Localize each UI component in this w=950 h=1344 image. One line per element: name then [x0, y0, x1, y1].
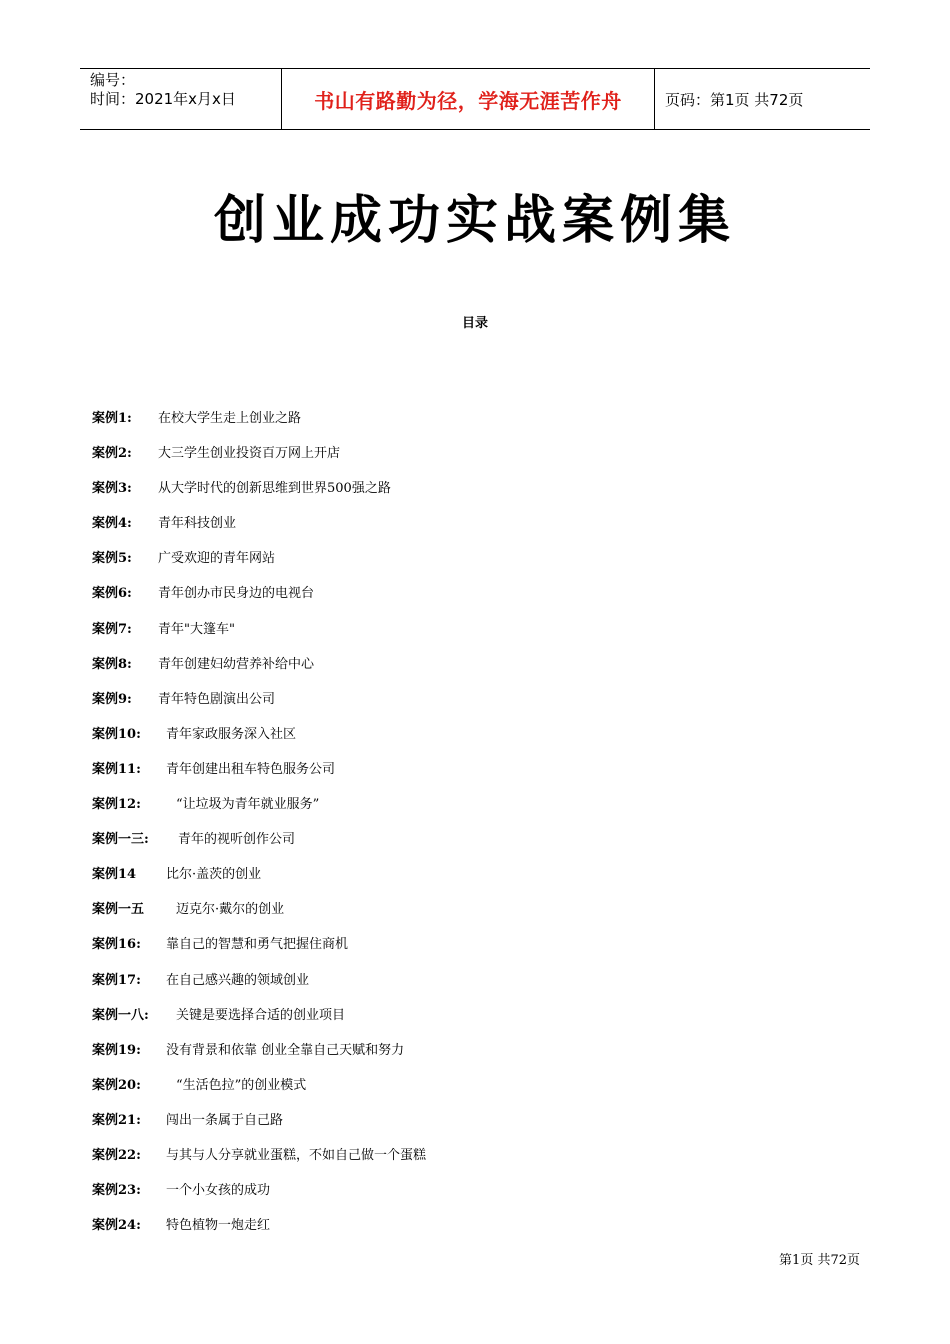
toc-item[interactable]	[92, 758, 426, 793]
toc-item-label: 案例8:	[92, 656, 132, 672]
toc-item-title: 闯出一条属于自己路	[166, 1112, 284, 1128]
toc-item-title: 青年特色剧演出公司	[158, 691, 276, 707]
toc-item[interactable]	[92, 828, 426, 863]
toc-item[interactable]	[92, 653, 426, 688]
toc-item[interactable]	[92, 442, 426, 477]
table-of-contents	[92, 407, 426, 1249]
document-title: 创业成功实战案例集	[213, 190, 736, 251]
motto-text: 书山有路勤为径，学海无涯苦作舟	[314, 88, 622, 113]
toc-item-label: 案例11:	[92, 761, 141, 777]
toc-item-title: 没有背景和依靠 创业全靠自己天赋和努力	[166, 1042, 405, 1058]
toc-item[interactable]	[92, 898, 426, 933]
toc-item-label: 案例6:	[92, 586, 132, 602]
toc-item-title: 比尔·盖茨的创业	[166, 867, 262, 883]
toc-item[interactable]	[92, 512, 426, 547]
toc-item-label: 案例5:	[92, 551, 132, 567]
toc-item[interactable]	[92, 793, 426, 828]
toc-item-label: 案例3:	[92, 481, 132, 497]
toc-item[interactable]	[92, 1039, 426, 1074]
toc-item[interactable]	[92, 407, 426, 442]
toc-item[interactable]	[92, 477, 426, 512]
toc-item-title: 迈克尔·戴尔的创业	[176, 902, 285, 918]
toc-item-title: 在校大学生走上创业之路	[158, 411, 302, 426]
toc-item-title: 关键是要选择合适的创业项目	[176, 1007, 346, 1023]
header-meta-cell	[80, 69, 282, 129]
toc-item[interactable]	[92, 969, 426, 1004]
toc-item-label: 案例一三:	[92, 832, 149, 848]
toc-item[interactable]	[92, 1179, 426, 1214]
toc-item-label: 案例10:	[92, 726, 141, 742]
toc-item[interactable]	[92, 1144, 426, 1179]
toc-item[interactable]	[92, 1074, 426, 1109]
toc-item-label: 案例17:	[92, 972, 141, 988]
toc-item-label: 案例1:	[92, 411, 132, 426]
toc-item[interactable]	[92, 863, 426, 898]
toc-item-title: 青年科技创业	[158, 516, 237, 532]
toc-item[interactable]	[92, 582, 426, 617]
toc-item-label: 案例一五	[92, 902, 145, 918]
toc-item-label: 案例21:	[92, 1112, 141, 1128]
toc-item[interactable]	[92, 547, 426, 582]
toc-item-title: 一个小女孩的成功	[166, 1183, 271, 1199]
toc-item-label: 案例4:	[92, 516, 132, 532]
toc-item[interactable]	[92, 723, 426, 758]
toc-item-title: 从大学时代的创新思维到世界500强之路	[158, 481, 391, 497]
toc-item-title: 特色植物一炮走红	[166, 1218, 271, 1234]
toc-item-title: 青年的视听创作公司	[178, 832, 296, 848]
toc-item-title: 靠自己的智慧和勇气把握住商机	[166, 937, 349, 953]
toc-item-label: 案例12:	[92, 797, 141, 813]
toc-item-title: “让垃圾为青年就业服务”	[176, 797, 320, 813]
toc-item[interactable]	[92, 688, 426, 723]
toc-item-title: 广受欢迎的青年网站	[158, 551, 276, 567]
header-table	[80, 68, 870, 130]
toc-item-label: 案例14	[92, 867, 137, 883]
toc-item-title: 青年创建出租车特色服务公司	[166, 761, 336, 777]
page-footer: 第1页 共72页	[779, 1253, 860, 1268]
toc-item[interactable]	[92, 618, 426, 653]
toc-item-label: 案例16:	[92, 937, 141, 953]
toc-item-label: 案例2:	[92, 446, 132, 462]
toc-item-label: 案例19:	[92, 1042, 141, 1058]
header-page-cell	[655, 69, 870, 129]
toc-item-title: “生活色拉”的创业模式	[176, 1077, 307, 1093]
toc-item-label: 案例9:	[92, 691, 132, 707]
time-label: 时间：2021年x月x日	[90, 90, 236, 108]
toc-heading: 目录	[461, 316, 488, 331]
toc-item-label: 案例7:	[92, 621, 132, 637]
toc-item-title: 青年创办市民身边的电视台	[158, 586, 315, 602]
toc-item-title: 大三学生创业投资百万网上开店	[158, 446, 341, 462]
toc-item[interactable]	[92, 1004, 426, 1039]
page-info: 页码：第1页 共72页	[665, 90, 804, 109]
header-motto-cell	[282, 69, 655, 129]
toc-item-title: 青年家政服务深入社区	[166, 726, 297, 742]
toc-item-title: 与其与人分享就业蛋糕，不如自己做一个蛋糕	[166, 1147, 427, 1163]
toc-item[interactable]	[92, 1109, 426, 1144]
toc-item-label: 案例一八:	[92, 1007, 149, 1023]
toc-item-label: 案例20:	[92, 1077, 141, 1093]
toc-item-title: 青年创建妇幼营养补给中心	[158, 656, 315, 672]
toc-item[interactable]	[92, 933, 426, 968]
toc-item-title: 在自己感兴趣的领域创业	[166, 972, 310, 988]
toc-item-label: 案例24:	[92, 1218, 141, 1234]
toc-item-label: 案例22:	[92, 1147, 141, 1163]
toc-item[interactable]	[92, 1214, 426, 1249]
number-label: 编号：	[90, 71, 136, 89]
toc-item-title: 青年"大篷车"	[158, 621, 235, 637]
toc-item-label: 案例23:	[92, 1183, 141, 1199]
